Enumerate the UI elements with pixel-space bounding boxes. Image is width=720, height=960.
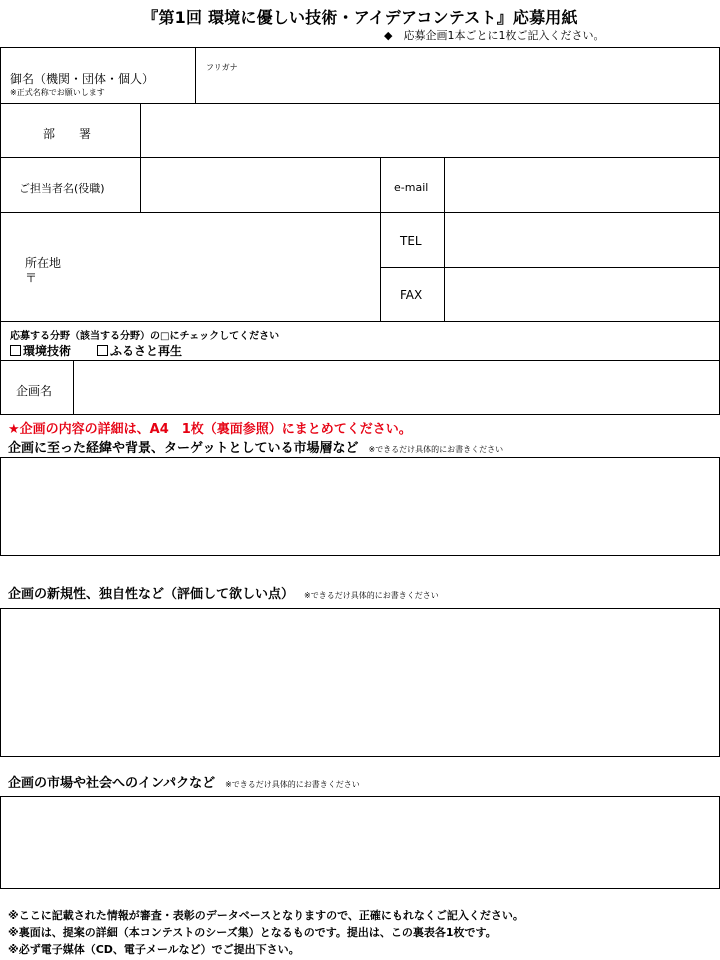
section-novelty-heading <box>8 583 439 602</box>
name-note: ※正式名称でお願いします <box>10 88 105 97</box>
address-field[interactable] <box>2 214 379 320</box>
field-option-environment[interactable] <box>10 342 71 359</box>
footer-note-2: ※裏面は、提案の詳細（本コンテストのシーズ集）となるものです。提出は、この裏表各1枚です。 <box>8 926 497 939</box>
fax-field[interactable] <box>446 269 718 320</box>
field-option-hometown[interactable] <box>97 342 182 359</box>
fax-label: FAX <box>400 288 423 302</box>
email-label: e-mail <box>394 181 429 194</box>
department-label: 部 署 <box>43 127 92 141</box>
section-background-title: 企画に至った経緯や背景、ターゲットとしている市場層など <box>8 441 359 456</box>
section-background-textarea[interactable] <box>0 457 720 556</box>
plan-name-label: 企画名 <box>16 384 53 398</box>
department-field[interactable] <box>142 105 718 156</box>
section-background-heading <box>8 437 503 456</box>
furigana-label: フリガナ <box>206 63 238 72</box>
footer-note-1: ※ここに記載された情報が審査・表彰のデータベースとなりますので、正確にもれなくご記入ください。 <box>8 909 524 922</box>
name-label: 御名（機関・団体・個人） <box>10 72 155 86</box>
section-novelty-note: ※できるだけ具体的にお書きください <box>304 591 439 600</box>
field-option-environment-label: 環境技術 <box>23 344 72 358</box>
detail-notice: ★企画の内容の詳細は、A4 1枚（裏面参照）にまとめてください。 <box>8 422 412 437</box>
section-impact-heading <box>8 772 360 791</box>
tel-field[interactable] <box>446 214 718 266</box>
form-title: 『第1回 環境に優しい技術・アイデアコンテスト』応募用紙 <box>142 8 578 27</box>
plan-name-field[interactable] <box>75 362 718 414</box>
section-impact-textarea[interactable] <box>0 796 720 889</box>
section-novelty-textarea[interactable] <box>0 608 720 757</box>
contact-label: ご担当者名(役職) <box>19 182 105 195</box>
section-impact-title: 企画の市場や社会へのインパクなど <box>8 776 216 791</box>
contact-field[interactable] <box>142 159 379 211</box>
checkbox-hometown[interactable] <box>97 345 108 356</box>
entry-table <box>0 47 720 415</box>
section-background-note: ※できるだけ具体的にお書きください <box>368 445 504 454</box>
field-option-hometown-label: ふるさと再生 <box>110 344 183 358</box>
section-novelty-title: 企画の新規性、独自性など（評価して欲しい点） <box>8 587 295 602</box>
checkbox-environment[interactable] <box>10 345 21 356</box>
section-impact-note: ※できるだけ具体的にお書きください <box>225 780 360 789</box>
footer-note-3: ※必ず電子媒体（CD、電子メールなど）でご提出下さい。 <box>8 943 300 956</box>
address-label: 所在地 <box>25 256 62 270</box>
name-field[interactable] <box>197 49 718 102</box>
tel-label: TEL <box>400 234 422 248</box>
form-subtitle: ◆ 応募企画1本ごとに1枚ご記入ください。 <box>384 29 605 42</box>
postal-mark: 〒 <box>25 271 38 285</box>
email-field[interactable] <box>446 159 718 211</box>
field-instruction: 応募する分野（該当する分野）の□にチェックしてください <box>10 331 280 342</box>
